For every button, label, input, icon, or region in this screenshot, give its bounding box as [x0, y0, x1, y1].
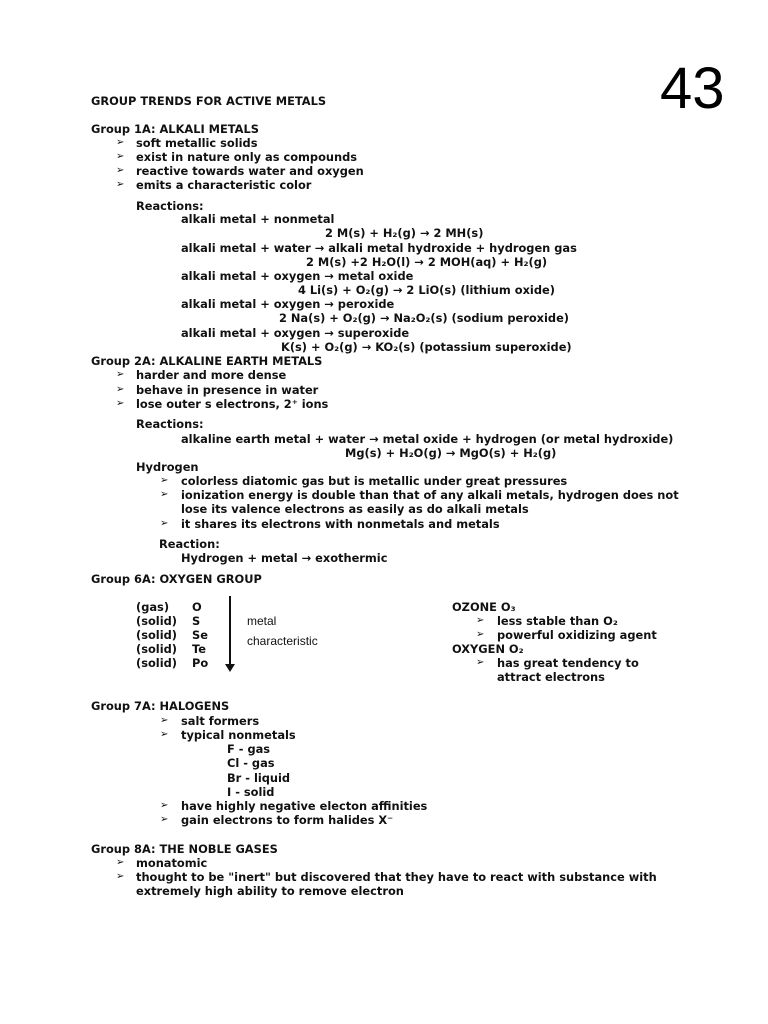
- list-item: thought to be "inert" but discovered that they have to react with substance with: [136, 870, 657, 884]
- reaction-equation: 2 M(s) +2 H₂O(l) → 2 MOH(aq) + H₂(g): [306, 255, 548, 269]
- list-item: colorless diatomic gas but is metallic under great pressures: [181, 474, 568, 488]
- reaction-equation: 2 M(s) + H₂(g) → 2 MH(s): [325, 226, 484, 240]
- reaction-description: alkali metal + oxygen → metal oxide: [181, 269, 414, 283]
- list-item: less stable than O₂: [497, 614, 618, 628]
- halogen-state: Cl - gas: [227, 756, 275, 770]
- list-item: powerful oxidizing agent: [497, 628, 657, 642]
- element-state: (solid): [136, 642, 177, 656]
- list-item-continuation: attract electrons: [497, 670, 605, 684]
- element-state: (gas): [136, 600, 170, 614]
- bullet-icon: ➢: [476, 657, 485, 668]
- list-item: gain electrons to form halides X⁻: [181, 813, 394, 827]
- list-item: lose outer s electrons, 2⁺ ions: [136, 397, 329, 411]
- bullet-icon: ➢: [160, 518, 169, 529]
- group-6a-heading: Group 6A: OXYGEN GROUP: [91, 572, 262, 586]
- element-symbol: Po: [192, 656, 209, 670]
- reactions-label: Reactions:: [136, 199, 204, 213]
- trend-arrow-down-icon: [225, 664, 235, 672]
- list-item: harder and more dense: [136, 368, 287, 382]
- bullet-icon: ➢: [116, 857, 125, 868]
- bullet-icon: ➢: [116, 151, 125, 162]
- list-item: emits a characteristic color: [136, 178, 312, 192]
- group-1a-heading: Group 1A: ALKALI METALS: [91, 122, 259, 136]
- reaction-description: alkali metal + oxygen → superoxide: [181, 326, 410, 340]
- bullet-icon: ➢: [116, 871, 125, 882]
- list-item: salt formers: [181, 714, 260, 728]
- list-item: ionization energy is double than that of any alkali metals, hydrogen does not: [181, 488, 679, 502]
- bullet-icon: ➢: [116, 137, 125, 148]
- reaction-equation: 4 Li(s) + O₂(g) → 2 LiO(s) (lithium oxide): [298, 283, 555, 297]
- bullet-icon: ➢: [116, 165, 125, 176]
- list-item: monatomic: [136, 856, 208, 870]
- trend-label: metal: [247, 614, 277, 628]
- list-item: behave in presence in water: [136, 383, 319, 397]
- element-symbol: Se: [192, 628, 208, 642]
- reaction-description: alkali metal + water → alkali metal hydroxide + hydrogen gas: [181, 241, 577, 255]
- list-item: it shares its electrons with nonmetals and metals: [181, 517, 500, 531]
- bullet-icon: ➢: [116, 369, 125, 380]
- group-2a-heading: Group 2A: ALKALINE EARTH METALS: [91, 354, 323, 368]
- group-8a-heading: Group 8A: THE NOBLE GASES: [91, 842, 278, 856]
- halogen-state: Br - liquid: [227, 771, 291, 785]
- list-item: reactive towards water and oxygen: [136, 164, 364, 178]
- bullet-icon: ➢: [160, 475, 169, 486]
- element-symbol: Te: [192, 642, 206, 656]
- bullet-icon: ➢: [476, 629, 485, 640]
- list-item-continuation: lose its valence electrons as easily as do alkali metals: [181, 502, 529, 516]
- reaction-label: Reaction:: [159, 537, 220, 551]
- bullet-icon: ➢: [116, 179, 125, 190]
- reaction-description: alkali metal + nonmetal: [181, 212, 335, 226]
- bullet-icon: ➢: [160, 800, 169, 811]
- bullet-icon: ➢: [116, 398, 125, 409]
- list-item: has great tendency to: [497, 656, 639, 670]
- list-item-continuation: extremely high ability to remove electron: [136, 884, 404, 898]
- ozone-heading: OZONE O₃: [452, 600, 516, 614]
- reaction-equation: 2 Na(s) + O₂(g) → Na₂O₂(s) (sodium peroxide): [279, 311, 569, 325]
- bullet-icon: ➢: [116, 384, 125, 395]
- reactions-label: Reactions:: [136, 417, 204, 431]
- trend-arrow-shaft: [229, 596, 231, 666]
- list-item: have highly negative electon affinities: [181, 799, 428, 813]
- group-7a-heading: Group 7A: HALOGENS: [91, 699, 230, 713]
- list-item: typical nonmetals: [181, 728, 296, 742]
- list-item: soft metallic solids: [136, 136, 258, 150]
- reaction-description: alkali metal + oxygen → peroxide: [181, 297, 395, 311]
- page-number: 43: [660, 56, 725, 121]
- element-symbol: S: [192, 614, 201, 628]
- hydrogen-heading: Hydrogen: [136, 460, 199, 474]
- list-item: exist in nature only as compounds: [136, 150, 358, 164]
- reaction-equation: Mg(s) + H₂O(g) → MgO(s) + H₂(g): [345, 446, 557, 460]
- element-state: (solid): [136, 656, 177, 670]
- element-state: (solid): [136, 614, 177, 628]
- bullet-icon: ➢: [160, 489, 169, 500]
- halogen-state: I - solid: [227, 785, 275, 799]
- reaction-description: alkaline earth metal + water → metal oxide + hydrogen (or metal hydroxide): [181, 432, 674, 446]
- trend-label: characteristic: [247, 634, 318, 648]
- reaction-equation: K(s) + O₂(g) → KO₂(s) (potassium superoxide): [281, 340, 572, 354]
- element-symbol: O: [192, 600, 202, 614]
- bullet-icon: ➢: [476, 615, 485, 626]
- oxygen-heading: OXYGEN O₂: [452, 642, 524, 656]
- reaction-description: Hydrogen + metal → exothermic: [181, 551, 388, 565]
- bullet-icon: ➢: [160, 814, 169, 825]
- page-title: GROUP TRENDS FOR ACTIVE METALS: [91, 94, 327, 108]
- bullet-icon: ➢: [160, 715, 169, 726]
- halogen-state: F - gas: [227, 742, 271, 756]
- element-state: (solid): [136, 628, 177, 642]
- bullet-icon: ➢: [160, 729, 169, 740]
